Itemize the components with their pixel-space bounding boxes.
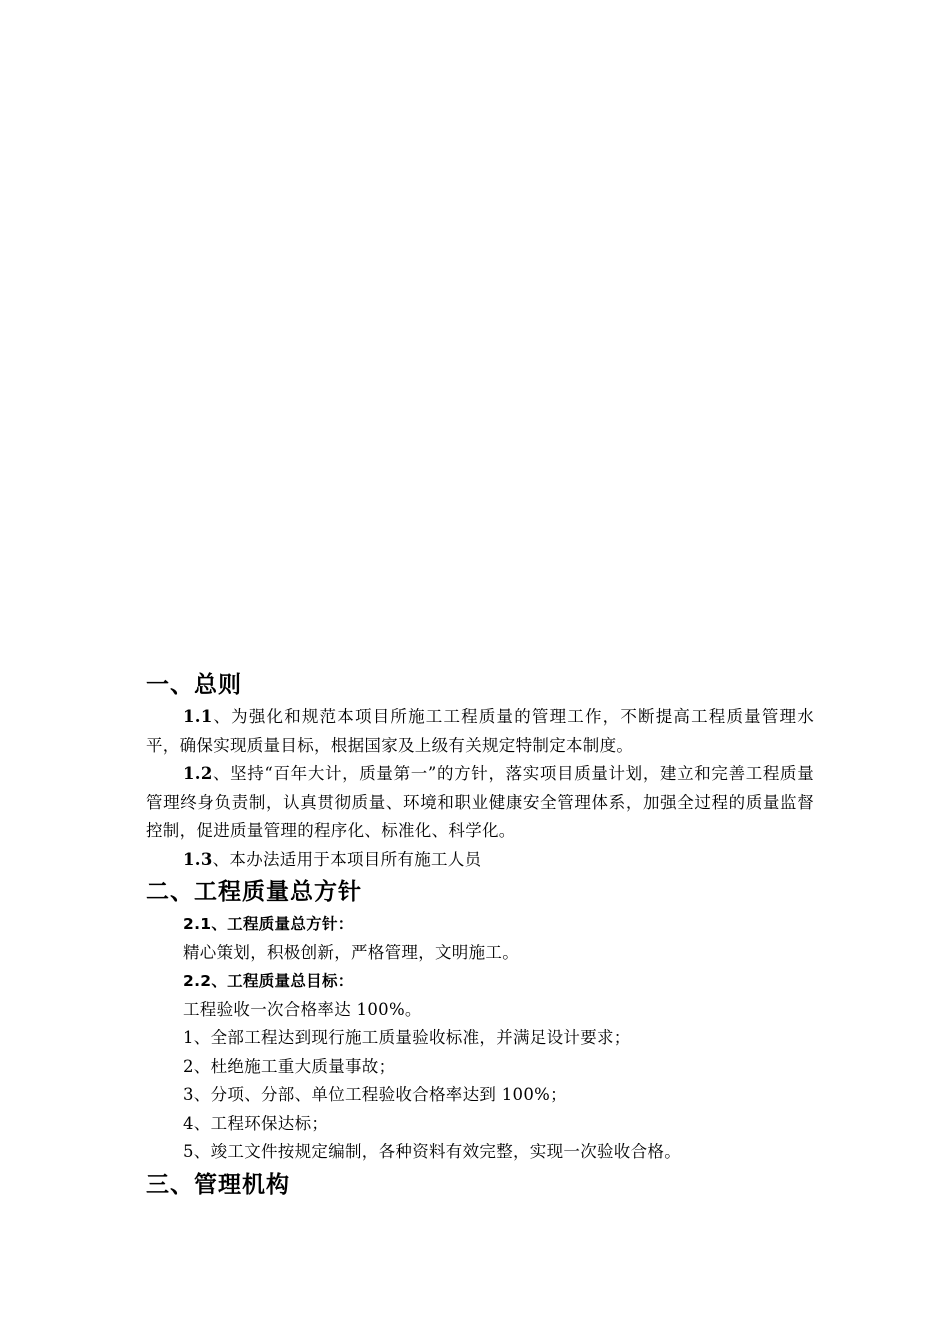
- paragraph-1-3: [146, 846, 814, 875]
- clause-number: 1.1: [183, 707, 213, 726]
- subheading-policy: 2.1、工程质量总方针：: [183, 915, 354, 933]
- section-heading-general: 一、总则: [146, 672, 242, 698]
- section-heading-quality-policy: 二、工程质量总方针: [146, 879, 362, 905]
- goal-item: 4、工程环保达标；: [183, 1113, 329, 1133]
- paragraph-1-1: [146, 703, 814, 760]
- document-body: [146, 667, 814, 1203]
- goal-text: 工程验收一次合格率达 100%。: [183, 999, 422, 1019]
- goal-item: 5、竣工文件按规定编制，各种资料有效完整，实现一次验收合格。: [183, 1142, 681, 1161]
- policy-text: 精心策划，积极创新，严格管理，文明施工。: [183, 942, 519, 962]
- section-heading-management: 三、管理机构: [146, 1171, 290, 1198]
- goal-item: 2、杜绝施工重大质量事故；: [183, 1056, 396, 1076]
- subheading-goal: 2.2、工程质量总目标：: [183, 972, 354, 990]
- goal-item: 3、分项、分部、单位工程验收合格率达到 100%；: [183, 1085, 567, 1104]
- clause-text: 、坚持“百年大计，质量第一”的方针，落实项目质量计划，建立和完善工程质量管理终身负责制，认真贯彻质量、环境和职业健康安全管理体系，加强全过程的质量监督控制，促进质量管理的程序化、标准化、科学化。: [146, 764, 814, 840]
- clause-text: 、为强化和规范本项目所施工工程质量的管理工作，不断提高工程质量管理水平，确保实现质量目标，根据国家及上级有关规定特制定本制度。: [146, 707, 814, 755]
- clause-text: 、本办法适用于本项目所有施工人员: [212, 849, 482, 869]
- paragraph-1-2: [146, 760, 814, 846]
- goal-item: 1、全部工程达到现行施工质量验收标准，并满足设计要求；: [183, 1028, 631, 1047]
- clause-number: 1.2: [183, 764, 213, 783]
- clause-number: 1.3: [183, 849, 213, 869]
